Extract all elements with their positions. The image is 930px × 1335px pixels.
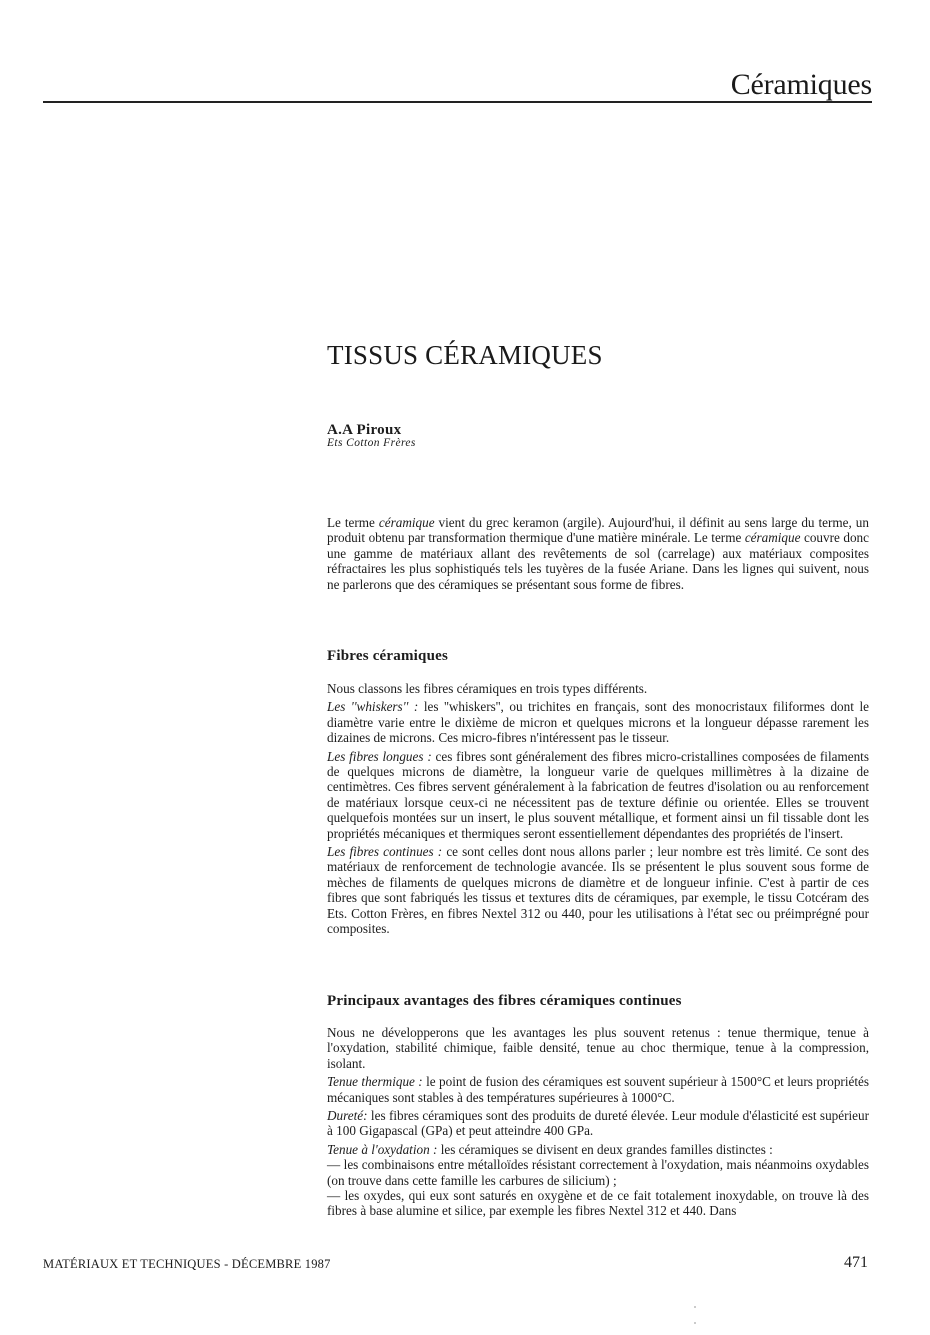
scan-speck (694, 1322, 696, 1324)
italic-run: Tenue à l'oxydation : (327, 1141, 438, 1157)
italic-run: Dureté: (327, 1108, 368, 1124)
body-paragraph: Les ''whiskers'' : les ''whiskers'', ou trichites en français, sont des monocristaux filiformes dont le diamètre varie entre le dixième de micron et quelques microns et la longueur dépasse rarement les dizaines de microns. Ces micro-fibres n'intéressent pas le tisseur. (327, 699, 869, 746)
journal-footer: MATÉRIAUX ET TECHNIQUES - DÉCEMBRE 1987 (43, 1257, 331, 1271)
page-number: 471 (844, 1254, 868, 1271)
italic-run: Tenue thermique : (327, 1074, 423, 1090)
section-body-avantages (327, 1025, 869, 1219)
body-paragraph: Tenue à l'oxydation : les céramiques se divisent en deux grandes familles distinctes : — les combinaisons entre métalloïdes résistant correctement à l'oxydation, mais néanmoins oxydables (on trouve dans cette famille les carbures de silicium) ; — les oxydes, qui eux sont saturés en oxygène et de ce fait totalement inoxydable, on trouve là des fibres à base alumine et silice, par exemple les fibres Nextel 312 et 440. Dans (327, 1141, 869, 1219)
section-heading-fibres: Fibres céramiques (327, 648, 449, 664)
body-paragraph: Les fibres longues : ces fibres sont généralement des fibres micro-cristallines composées de filaments de quelques microns de diamètre, la longueur varie de quelques millimètres à la dizaine de centimètres. Ces fibres servent généralement à la fabrication de feutres d'isolation ou au renforcement de matériaux lorsque ceux-ci ne nécessitent pas de texture définie ou orientée. Elles se trouvent quelquefois montées sur un insert, le plus souvent métallique, et forment ainsi un fil tissable dont les propriétés mécaniques et thermiques seront essentiellement dépendantes des propriétés de l'insert. (327, 748, 869, 841)
body-paragraph: Tenue thermique : le point de fusion des céramiques est souvent supérieur à 1500°C et leurs propriétés mécaniques sont stables à des températures supérieures à 1000°C. (327, 1074, 869, 1105)
scan-speck (694, 1306, 696, 1308)
section-heading-avantages: Principaux avantages des fibres céramiques continues (327, 993, 682, 1009)
italic-run: Les ''whiskers'' : (327, 699, 419, 715)
body-paragraph: Dureté: les fibres céramiques sont des produits de dureté élevée. Leur module d'élasticité est supérieur à 100 Gigapascal (GPa) et peut atteindre 400 GPa. (327, 1108, 869, 1139)
italic-run: Les fibres longues : (327, 748, 432, 764)
italic-run: Les fibres continues : (327, 844, 443, 860)
author-name: A.A Piroux (327, 422, 402, 438)
body-paragraph: Les fibres continues : ce sont celles dont nous allons parler ; leur nombre est très limité. Ce sont des matériaux de renforcement de technologie avancée. Ils se présentent le plus souvent sous forme de mèches de filaments de quelques microns de diamètre et de longueur infinie. C'est à partir de ces fibres que sont fabriqués les tissus et textures dits de céramiques, par exemple, le tissu Cotcéram des Ets. Cotton Frères, en fibres Nextel 312 ou 440, pour les utilisations à l'état sec ou préimprégné pour composites. (327, 844, 869, 937)
body-paragraph: Nous ne développerons que les avantages les plus souvent retenus : tenue thermique, tenue à l'oxydation, stabilité chimique, faible densité, tenue au choc thermique, tenue à la compression, isolant. (327, 1025, 869, 1071)
running-section-title: Céramiques (730, 68, 872, 101)
article-title: TISSUS CÉRAMIQUES (327, 340, 603, 370)
intro-text: Le terme céramique vient du grec keramon (argile). Aujourd'hui, il définit au sens large du terme, un produit obtenu par transformation thermique d'une matière minérale. Le terme céramique couvre donc une gamme de matériaux allant des revêtements de sol (carrelage) aux matériaux composites réfractaires les plus sophistiqués tels les tuyères de la fusée Ariane. Dans les lignes qui suivent, nous ne parlerons que des céramiques se présentant sous forme de fibres. (327, 515, 869, 592)
section-body-fibres (327, 681, 869, 937)
intro-paragraph (327, 515, 869, 592)
body-paragraph: Nous classons les fibres céramiques en trois types différents. (327, 681, 648, 696)
italic-run: céramique (744, 530, 801, 546)
italic-run: céramique (378, 515, 435, 530)
header-rule (43, 101, 872, 103)
author-affiliation: Ets Cotton Frères (327, 437, 416, 449)
